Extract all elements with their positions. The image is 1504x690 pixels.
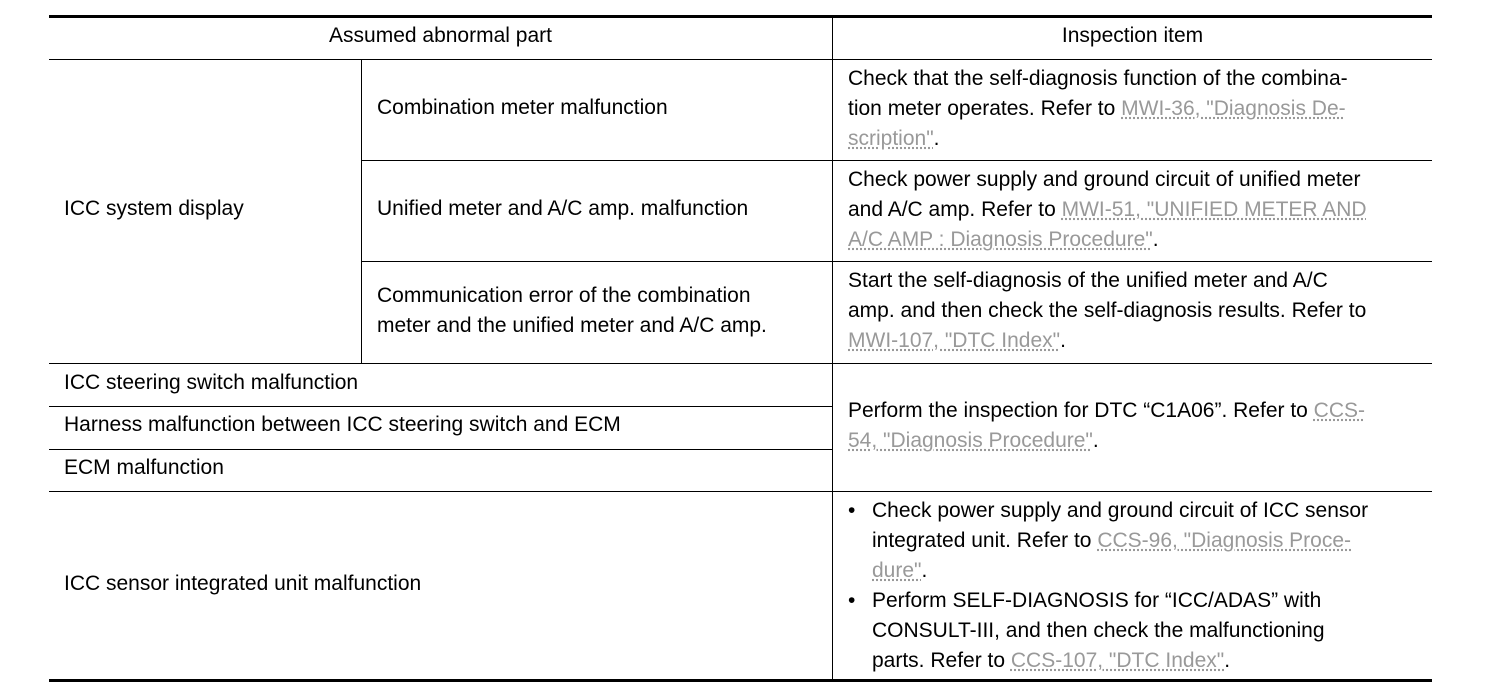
- reference-link[interactable]: MWI-107, "DTC Index": [848, 329, 1061, 352]
- inspection-text: Check that the self-diagnosis function of the combina-: [848, 67, 1348, 90]
- unified-meter-part: Unified meter and A/C amp. malfunction: [377, 197, 749, 220]
- row-rule: [49, 449, 832, 450]
- communication-error-part: [377, 281, 767, 341]
- combination-meter-inspection: [848, 64, 1428, 154]
- reference-link[interactable]: A/C AMP : Diagnosis Procedure": [848, 228, 1153, 251]
- inspection-text: Perform SELF-DIAGNOSIS for “ICC/ADAS” with: [872, 589, 1322, 612]
- unified-meter-inspection: [848, 165, 1428, 255]
- inspection-text: CONSULT-III, and then check the malfunctioning: [872, 619, 1325, 642]
- inspection-text-line: [872, 556, 1428, 586]
- bullet-icon: •: [848, 589, 856, 612]
- header-assumed-part: Assumed abnormal part: [329, 24, 552, 47]
- reference-link[interactable]: dure": [872, 559, 922, 582]
- inspection-text: .: [1224, 649, 1231, 672]
- inspection-text: .: [933, 127, 940, 150]
- bullet-item: [848, 586, 1428, 676]
- inspection-text: amp. and then check the self-diagnosis results. Refer to: [848, 299, 1367, 322]
- steering-switch-part: ICC steering switch malfunction: [64, 371, 359, 394]
- inspection-text-line: [848, 326, 1428, 356]
- row-rule: [49, 363, 1432, 364]
- row-rule: [49, 406, 832, 407]
- inspection-text-line: [872, 646, 1428, 676]
- reference-link[interactable]: MWI-51, "UNIFIED METER AND: [1061, 198, 1367, 221]
- ecm-part: ECM malfunction: [64, 456, 224, 479]
- inspection-text: tion meter operates. Refer to: [848, 97, 1122, 120]
- header-inspection-item: Inspection item: [1061, 24, 1204, 47]
- reference-link[interactable]: scription": [848, 127, 934, 150]
- inspection-text: .: [1152, 228, 1159, 251]
- inspection-text: .: [921, 559, 928, 582]
- inspection-text: Start the self-diagnosis of the unified meter and A/C: [848, 269, 1328, 292]
- communication-error-inspection: [848, 266, 1428, 356]
- column-rule: [361, 59, 362, 364]
- inspection-text: Check power supply and ground circuit of ICC sensor: [872, 499, 1369, 522]
- inspection-table: [49, 15, 1432, 685]
- reference-link[interactable]: 54, "Diagnosis Procedure": [848, 429, 1093, 452]
- dtc-inspection: [848, 396, 1428, 456]
- inspection-text: integrated unit. Refer to: [872, 529, 1098, 552]
- sensor-unit-part: ICC sensor integrated unit malfunction: [64, 572, 422, 595]
- inspection-text: .: [1060, 329, 1066, 352]
- inspection-text-line: [848, 396, 1428, 426]
- part-text: Communication error of the combination: [377, 284, 751, 307]
- combination-meter-part: Combination meter malfunction: [377, 96, 668, 119]
- sensor-unit-inspection: [848, 496, 1428, 676]
- reference-link[interactable]: MWI-36, "Diagnosis De-: [1121, 97, 1346, 120]
- inspection-text: and A/C amp. Refer to: [848, 198, 1062, 221]
- top-rule: [49, 15, 1432, 18]
- column-rule: [832, 15, 833, 680]
- part-text: meter and the unified meter and A/C amp.: [377, 314, 767, 337]
- reference-link[interactable]: CCS-: [1313, 399, 1366, 422]
- inspection-text: Check power supply and ground circuit of unified meter: [848, 168, 1361, 191]
- inspection-text-line: [848, 426, 1428, 456]
- bottom-rule: [49, 679, 1432, 682]
- bullet-icon: •: [848, 499, 856, 522]
- inspection-text-line: [848, 124, 1428, 154]
- row-rule: [362, 160, 1432, 161]
- bullet-item: [848, 496, 1428, 586]
- row-rule: [49, 491, 1432, 492]
- inspection-text-line: [848, 225, 1428, 255]
- inspection-text-line: [848, 94, 1428, 124]
- inspection-text: parts. Refer to: [872, 649, 1011, 672]
- reference-link[interactable]: CCS-107, "DTC Index": [1010, 649, 1225, 672]
- reference-link[interactable]: CCS-96, "Diagnosis Proce-: [1097, 529, 1352, 552]
- inspection-text: .: [1092, 429, 1099, 452]
- inspection-text-line: [872, 526, 1428, 556]
- inspection-text: Perform the inspection for DTC “C1A06”. Refer to: [848, 399, 1314, 422]
- icc-system-display-label: ICC system display: [64, 197, 244, 220]
- harness-part: Harness malfunction between ICC steering switch and ECM: [64, 413, 621, 436]
- row-rule: [362, 261, 1432, 262]
- header-rule: [49, 59, 1432, 60]
- inspection-text-line: [848, 195, 1428, 225]
